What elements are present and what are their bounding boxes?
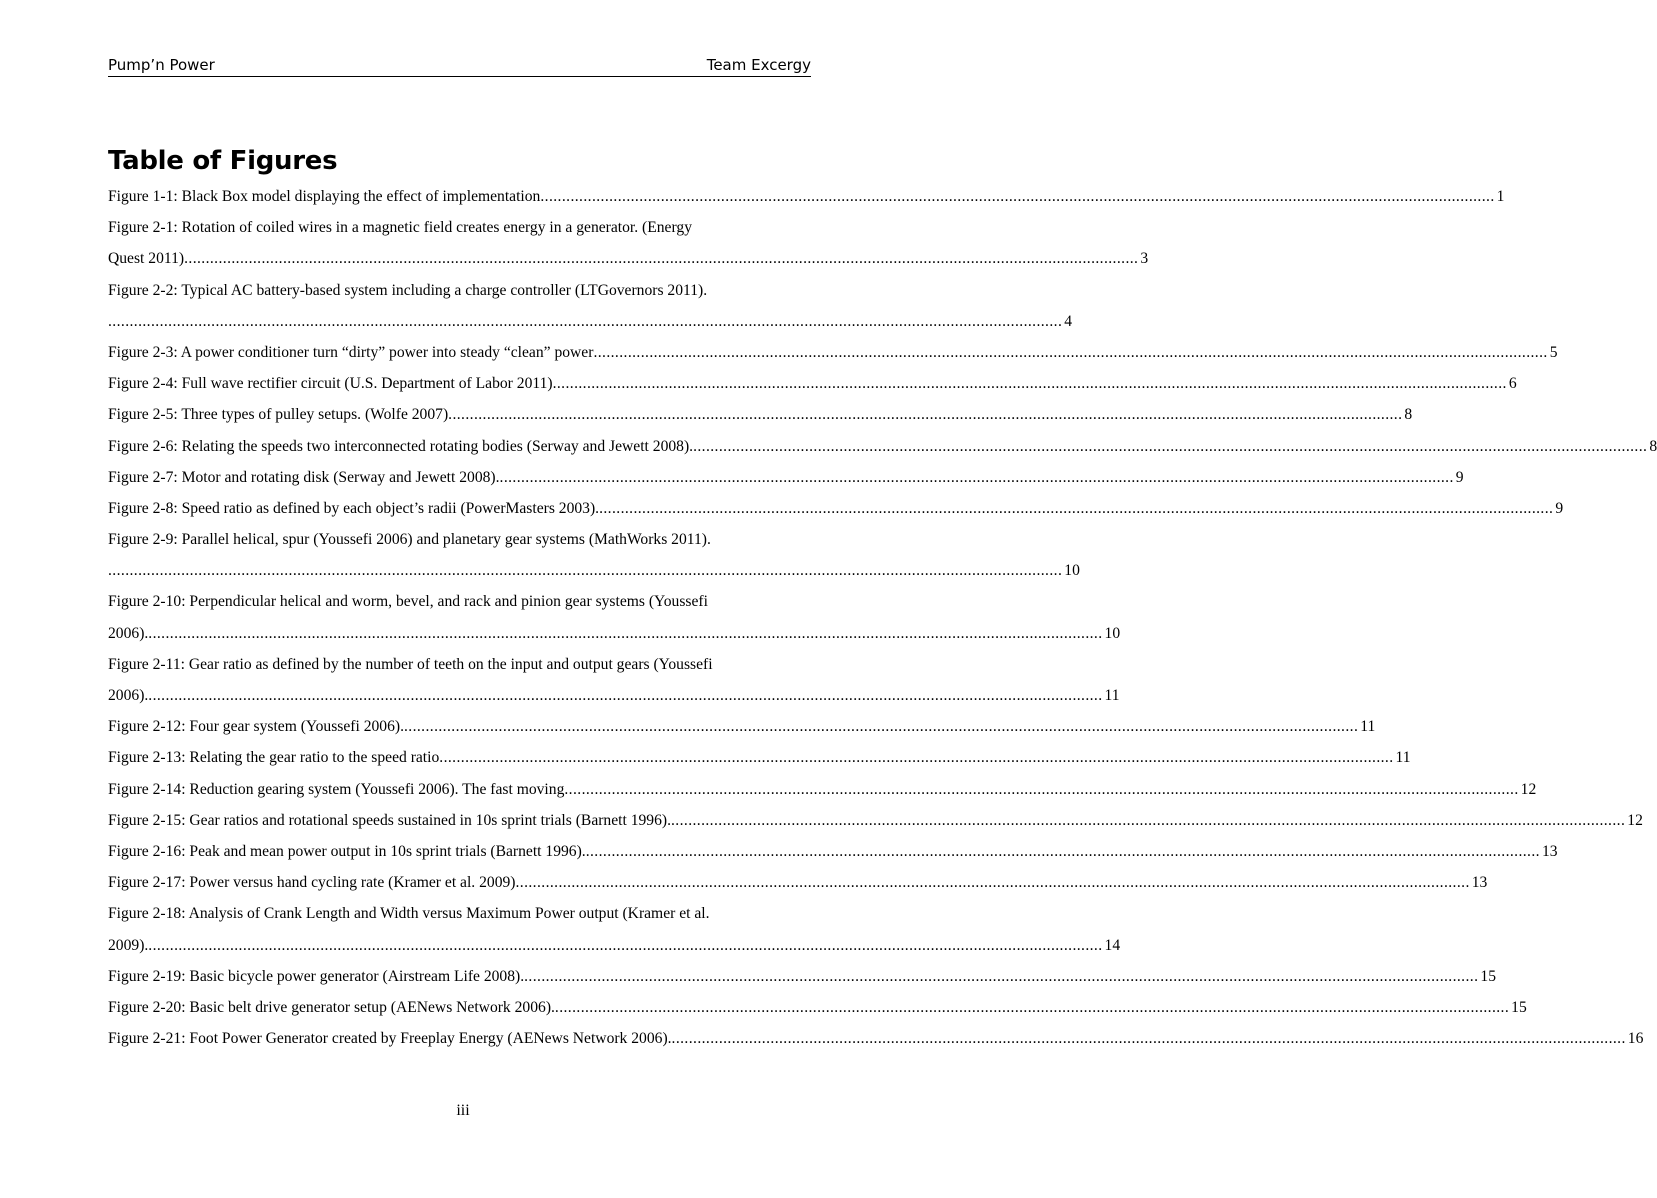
toc-line[interactable]: [108, 930, 1121, 961]
toc-line[interactable]: [108, 711, 1376, 742]
toc-entry-text: Figure 2-11: Gear ratio as defined by the number of teeth on the input and output gears (Youssefi: [108, 655, 713, 673]
toc-line: [108, 212, 818, 243]
toc-page-number: 10: [1104, 624, 1121, 642]
toc-entry-text: Figure 2-1: Rotation of coiled wires in a magnetic field creates energy in a generator. (Energy: [108, 219, 692, 237]
toc-line[interactable]: [108, 337, 1558, 368]
dot-leader: ..............................................................................................................................................................................................................................: [599, 499, 1554, 517]
toc-page-number: 3: [1140, 250, 1149, 268]
toc-page-number: 15: [1511, 998, 1527, 1016]
toc-line[interactable]: [108, 368, 1517, 399]
toc-entry-text: Figure 2-19: Basic bicycle power generator (Airstream Life 2008).: [108, 967, 525, 985]
toc-entry-text: 2006).: [108, 624, 149, 642]
page-header: [108, 56, 811, 77]
header-team-name: Team Excergy: [706, 56, 811, 74]
page-number: iii: [456, 1102, 470, 1119]
dot-leader: ..............................................................................................................................................................................................................................: [148, 936, 1103, 954]
toc-page-number: 6: [1508, 375, 1517, 393]
toc-page-number: 11: [1360, 718, 1376, 736]
toc-line: [108, 586, 818, 617]
toc-page-number: 15: [1480, 967, 1496, 985]
toc-line[interactable]: [108, 243, 1149, 274]
toc-entry-text: Figure 2-2: Typical AC battery-based system including a charge controller (LTGovernors 2011).: [108, 281, 708, 299]
toc-line[interactable]: [108, 431, 1657, 462]
toc-page-number: 8: [1404, 406, 1413, 424]
dot-leader: ..............................................................................................................................................................................................................................: [448, 406, 1403, 424]
dot-leader: ..............................................................................................................................................................................................................................: [564, 780, 1519, 798]
toc-entry-text: Quest 2011): [108, 250, 185, 268]
toc-page-number: 14: [1104, 936, 1121, 954]
toc-line[interactable]: [108, 399, 1413, 430]
toc-page-number: 10: [1064, 562, 1080, 580]
toc-line[interactable]: [108, 618, 1121, 649]
table-of-figures-list: [108, 181, 1657, 1054]
dot-leader: ..............................................................................................................................................................................................................................: [671, 811, 1626, 829]
toc-entry-text: Figure 2-13: Relating the gear ratio to the speed ratio: [108, 749, 440, 767]
toc-entry-text: Figure 2-3: A power conditioner turn “dirty” power into steady “clean” power: [108, 343, 594, 361]
toc-entry-text: Figure 2-17: Power versus hand cycling rate (Kramer et al. 2009): [108, 874, 516, 892]
dot-leader: ..............................................................................................................................................................................................................................: [552, 375, 1507, 393]
dot-leader: ..............................................................................................................................................................................................................................: [148, 687, 1103, 704]
toc-line[interactable]: [108, 742, 1411, 773]
toc-line[interactable]: [108, 555, 1080, 586]
header-project-name: Pump’n Power: [108, 56, 215, 74]
toc-line[interactable]: [108, 181, 1505, 212]
dot-leader: ..............................................................................................................................................................................................................................: [499, 468, 1454, 486]
dot-leader: ..............................................................................................................................................................................................................................: [671, 1030, 1626, 1048]
toc-page-number: 11: [1104, 687, 1120, 704]
toc-line: [108, 649, 818, 680]
toc-page-number: 12: [1627, 811, 1643, 829]
dot-leader: ..............................................................................................................................................................................................................................: [693, 437, 1648, 455]
toc-line[interactable]: [108, 805, 1643, 836]
toc-line[interactable]: [108, 306, 1073, 337]
toc-line[interactable]: [108, 493, 1564, 524]
toc-page-number: 9: [1455, 468, 1464, 486]
toc-page-number: 12: [1520, 780, 1537, 798]
toc-entry-text: Figure 2-6: Relating the speeds two interconnected rotating bodies (Serway and Jewett 2008).: [108, 437, 694, 455]
toc-line[interactable]: [108, 992, 1527, 1023]
toc-entry-text: Figure 2-15: Gear ratios and rotational speeds sustained in 10s sprint trials (Barnett 1996).: [108, 811, 671, 829]
toc-entry-text: Figure 2-10: Perpendicular helical and worm, bevel, and rack and pinion gear systems (Youssefi: [108, 593, 708, 611]
toc-entry-text: Figure 2-8: Speed ratio as defined by each object’s radii (PowerMasters 2003).: [108, 499, 600, 517]
toc-entry-text: 2006).: [108, 687, 149, 704]
dot-leader: ..............................................................................................................................................................................................................................: [593, 343, 1548, 361]
toc-entry-text: 2009).: [108, 936, 149, 954]
toc-entry-text: Figure 2-9: Parallel helical, spur (Youssefi 2006) and planetary gear systems (MathWorks 2011).: [108, 531, 711, 549]
dot-leader: ..............................................................................................................................................................................................................................: [108, 562, 1063, 580]
toc-page-number: 8: [1649, 437, 1657, 455]
toc-line[interactable]: [108, 867, 1488, 898]
toc-line[interactable]: [108, 1023, 1644, 1054]
toc-line[interactable]: [108, 680, 1120, 711]
toc-entry-text: Figure 1-1: Black Box model displaying the effect of implementation: [108, 188, 541, 205]
dot-leader: ..............................................................................................................................................................................................................................: [554, 998, 1510, 1016]
dot-leader: ..............................................................................................................................................................................................................................: [540, 188, 1495, 205]
toc-entry-text: Figure 2-18: Analysis of Crank Length and Width versus Maximum Power output (Kramer et al.: [108, 905, 710, 923]
toc-line[interactable]: [108, 462, 1464, 493]
toc-page-number: 4: [1064, 312, 1073, 330]
dot-leader: ..............................................................................................................................................................................................................................: [439, 749, 1394, 767]
toc-page-number: 11: [1395, 749, 1411, 767]
dot-leader: ..............................................................................................................................................................................................................................: [524, 967, 1479, 985]
page-title: Table of Figures: [108, 146, 338, 176]
toc-entry-text: Figure 2-7: Motor and rotating disk (Serway and Jewett 2008).: [108, 468, 500, 486]
toc-page-number: 13: [1471, 874, 1488, 892]
toc-page-number: 1: [1496, 188, 1505, 205]
toc-line[interactable]: [108, 961, 1496, 992]
toc-page-number: 5: [1549, 343, 1558, 361]
toc-entry-text: Figure 2-5: Three types of pulley setups. (Wolfe 2007): [108, 406, 449, 424]
toc-entry-text: Figure 2-20: Basic belt drive generator setup (AENews Network 2006).: [108, 998, 555, 1016]
toc-page-number: 16: [1627, 1030, 1644, 1048]
toc-line[interactable]: [108, 774, 1537, 805]
dot-leader: ..............................................................................................................................................................................................................................: [585, 842, 1540, 860]
toc-entry-text: Figure 2-12: Four gear system (Youssefi 2006).: [108, 718, 404, 736]
dot-leader: ..............................................................................................................................................................................................................................: [515, 874, 1470, 892]
toc-line[interactable]: [108, 836, 1558, 867]
toc-line: [108, 524, 818, 555]
toc-page-number: 9: [1555, 499, 1564, 517]
toc-entry-text: Figure 2-21: Foot Power Generator created by Freeplay Energy (AENews Network 2006).: [108, 1030, 672, 1048]
dot-leader: ..............................................................................................................................................................................................................................: [184, 250, 1139, 268]
toc-line: [108, 898, 818, 929]
dot-leader: ..............................................................................................................................................................................................................................: [108, 312, 1063, 330]
toc-entry-text: Figure 2-14: Reduction gearing system (Youssefi 2006). The fast moving: [108, 780, 565, 798]
dot-leader: ..............................................................................................................................................................................................................................: [403, 718, 1359, 736]
toc-page-number: 13: [1541, 842, 1558, 860]
toc-line: [108, 275, 818, 306]
toc-entry-text: Figure 2-4: Full wave rectifier circuit (U.S. Department of Labor 2011): [108, 375, 553, 393]
dot-leader: ..............................................................................................................................................................................................................................: [148, 624, 1103, 642]
toc-entry-text: Figure 2-16: Peak and mean power output in 10s sprint trials (Barnett 1996).: [108, 842, 586, 860]
